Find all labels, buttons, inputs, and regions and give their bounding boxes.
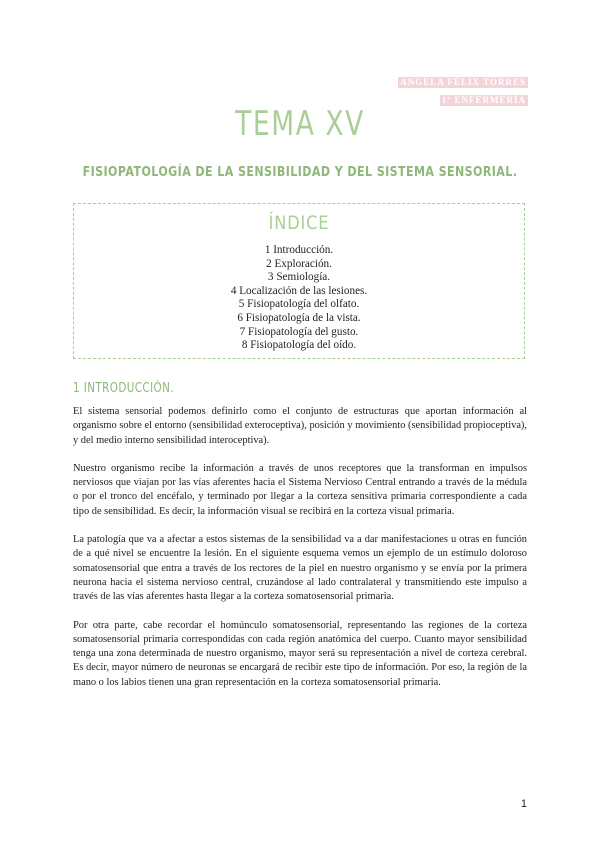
author-block xyxy=(398,72,528,108)
page-title: TEMA XV xyxy=(235,104,365,144)
index-item: 4 Localización de las lesiones. xyxy=(230,284,368,297)
paragraph: El sistema sensorial podemos definirlo como el conjunto de estructuras que aportan información al organismo sobre el entorno (sensibilidad exteroceptiva), posición y movimiento (sensibilidad propioceptiva), y del medio interno sensibilidad interoceptiva). xyxy=(73,406,527,446)
paragraph: La patología que va a afectar a estos sistemas de la sensibilidad va a dar manifestaciones u otras en función de a qué nivel se encuentre la lesión. En el siguiente esquema vemos un ejemplo de un estímulo doloroso somatosensorial que entra a través de los rectores de la piel en nuestro organismo y se envía por la primera neurona hacia el sistema nervioso central, cruzándose al lado contralateral y transmitiendo este impulso a través de las vías aferentes hasta llegar a la corteza somatosensorial primaria. xyxy=(73,534,527,603)
index-list xyxy=(74,244,524,353)
author-name: ANGELA FÉLIX TORRES xyxy=(400,77,526,87)
page-number: 1 xyxy=(520,798,527,810)
index-item: 5 Fisiopatología del olfato. xyxy=(238,298,360,311)
index-item: 7 Fisiopatología del gusto. xyxy=(239,325,359,338)
index-heading: ÍNDICE xyxy=(268,212,330,234)
author-course: 1º ENFERMERÍA xyxy=(441,95,526,105)
paragraph: Por otra parte, cabe recordar el homúnculo somatosensorial, representando las regiones de la corteza somatosensorial primaria correspondidas con cada región anatómica del cuerpo. Cuanto mayor sensibilidad tenga una zona determinada de nuestro organismo, mayor será su representación a nivel de corteza cerebral. Es decir, mayor número de neuronas se encargará de recibir este tipo de información. Por eso, la región de la mano o los labios tienen una gran representación en la corteza somatosensorial primaria. xyxy=(73,619,527,688)
index-item: 3 Semiología. xyxy=(267,271,331,284)
page-subtitle: FISIOPATOLOGÍA DE LA SENSIBILIDAD Y DEL SISTEMA SENSORIAL. xyxy=(82,164,518,180)
section-body xyxy=(73,405,527,704)
index-item: 6 Fisiopatología de la vista. xyxy=(237,311,361,324)
paragraph: Nuestro organismo recibe la información a través de unos receptores que la transforman en impulsos nerviosos que viajan por las vías aferentes hacia el Sistema Nervioso Central entrando a través de la médula o por el tronco del encéfalo, y terminado por llegar a la corteza sensitiva primaria correspondiente a cada tipo de sensibilidad. Es decir, la información visual se recibirá en la corteza visual primaria. xyxy=(73,462,527,517)
index-item: 1 Introducción. xyxy=(264,244,334,256)
section-heading: 1 INTRODUCCIÓN. xyxy=(73,381,175,396)
index-item: 8 Fisiopatología del oído. xyxy=(241,339,357,352)
index-item: 2 Exploración. xyxy=(266,257,332,270)
index-box xyxy=(73,203,525,359)
